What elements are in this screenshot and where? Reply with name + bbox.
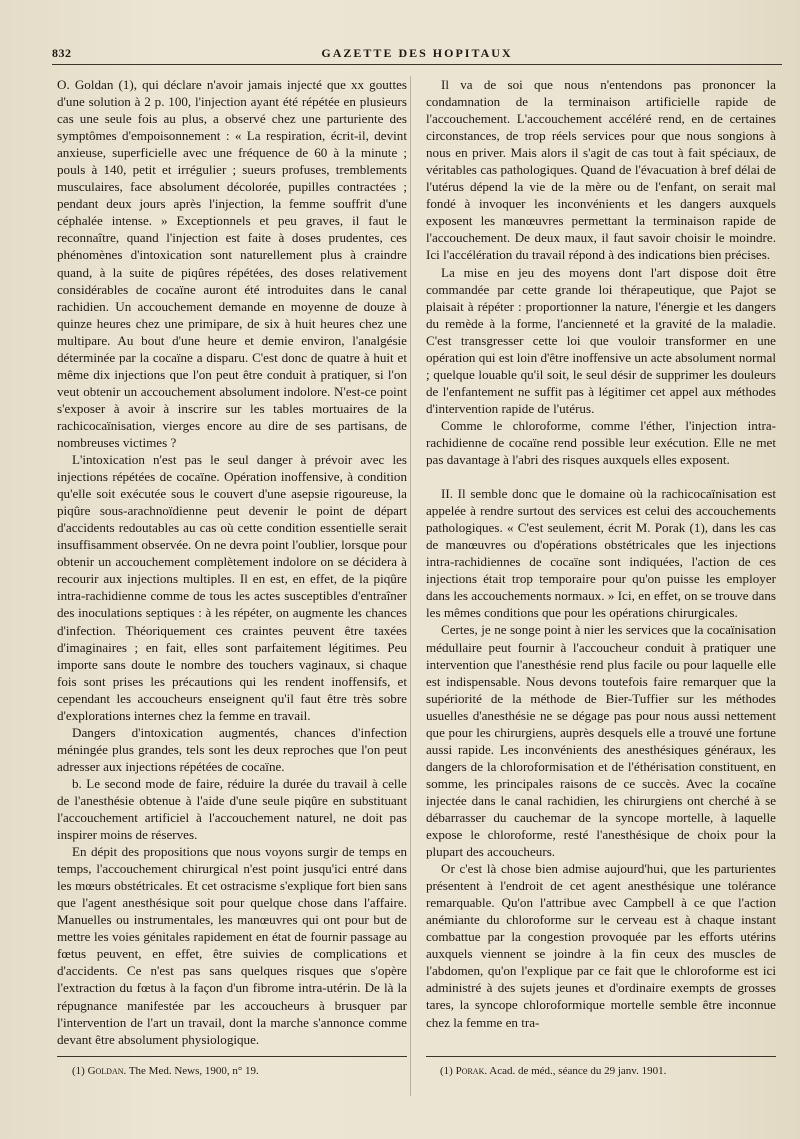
journal-title: GAZETTE DES HOPITAUX	[321, 46, 513, 60]
paragraph: Certes, je ne songe point à nier les services que la cocaïnisation médullaire peut fournir à l'accoucheur conduit à pratiquer une intervention que l'anesthésie rend plus facile ou pour laquelle elle est indispensable. Nous devons toutefois faire remarquer que la supériorité de la méthode de Bier-Tuffier sur les méthodes usuelles d'anesthésie ne se dégage pas pour nous aussi nettement que pour les chirurgiens, auprès desquels elle a trouvé une fortune aussi rapide. Les inconvénients des anesthésiques généraux, les dangers de la chloroformisation et de l'éthérisation constituent, en somme, les principales raisons de ce succès. Avec la cocaïne injectée dans le canal rachidien, les chirurgiens ont cherché à se débarrasser du cauchemar de la syncope mortelle, à laquelle expose le chloroforme, resté l'anesthésique de choix pour la plupart des accoucheurs.	[426, 622, 776, 860]
paragraph: L'intoxication n'est pas le seul danger à prévoir avec les injections répétées de cocaïne. Opération inoffensive, à condition qu'elle soit exécutée sous le couvert d'une asepsie rigoureuse, la piqûre sous-arachnoïdienne peut devenir le point de départ d'accidents redoutables au cas où cette condition essentielle serait insuffisamment observée. On ne devra point l'oublier, lorsque pour obtenir un accouchement complètement indolore on se décidera à recourir aux injections multiples. Il en est, en effet, de la piqûre intra-rachidienne comme de tous les actes susceptibles d'entraîner des inoculations septiques : à les répéter, on augmente les chances d'infection. Théoriquement ces craintes peuvent être taxées d'imaginaires ; en fait, elles sont parfaitement légitimes. Peu importe sans doute le nombre des touchers vaginaux, si chaque fois sont prises les précautions qui les rendent inoffensifs, et cependant les accoucheurs enseignent qu'il faut être très sobre d'explorations internes chez la femme en travail.	[57, 452, 407, 723]
footnote-text: . The Med. News, 1900, n° 19.	[123, 1065, 259, 1077]
paragraph: Dangers d'intoxication augmentés, chances d'infection méningée plus grandes, tels sont les deux reproches que l'on peut adresser aux injections répétées de cocaïne.	[57, 724, 407, 774]
footnote-right	[440, 1064, 780, 1078]
footnote-text: . Acad. de méd., séance du 29 janv. 1901.	[484, 1065, 667, 1077]
paragraph: En dépit des propositions que nous voyons surgir de temps en temps, l'accouchement chirurgical n'est point jusqu'ici entré dans les mœurs obstétricales. Et cet ostracisme s'explique fort bien sans que l'agent anesthésique soit pour quelque chose dans l'affaire. Manuelles ou instrumentales, les manœuvres qui ont pour but de mettre les voies génitales rapidement en état de fournir passage au fœtus peuvent, en effet, être suivies de complications et d'accidents. Ce n'est pas sans quelques risques que s'opère l'extraction du fœtus à la façon d'un fibrome intra-utérin. De là la répugnance manifestée par les accoucheurs à brusquer par l'intervention de l'art un travail, dont la marche s'annonce comme devant être absolument physiologique.	[57, 844, 407, 1047]
paragraph: Il va de soi que nous n'entendons pas prononcer la condamnation de la terminaison artificielle rapide de l'accouchement. L'accouchement accéléré rend, en de certaines circonstances, de trop réels services pour que nous songions à nous en priver. Mais alors il s'agit de cas tout à fait spéciaux, de véritables cas pathologiques. Quand de l'évacuation à bref délai de l'utérus dépend la vie de la mère ou de l'enfant, on serait mal fondé à invoquer les inconvénients et les dangers auxquels exposent les manœuvres permettant la terminaison rapide de l'accouchement. De deux maux, il faut savoir choisir le moindre. Ici l'accélération du travail répond à des indications bien précises.	[426, 77, 776, 263]
page-header	[52, 44, 782, 62]
paragraph: La mise en jeu des moyens dont l'art dispose doit être commandée par cette grande loi thérapeutique, que Pajot se plaisait à répéter : proportionner la nature, l'énergie et les dangers du remède à la forme, l'ancienneté et la gravité de la maladie. C'est transgresser cette loi que vouloir transformer en une opération qui est loin d'être inoffensive un acte absolument normal ; quelque louable qu'il soit, le seul désir de supprimer les douleurs de l'enfantement ne suffit pas à légitimer cet appel aux méthodes d'intervention rapide de l'utérus.	[426, 264, 776, 416]
footnote-rule	[426, 1056, 776, 1057]
footnote-rule	[57, 1056, 407, 1057]
right-column	[426, 76, 776, 1031]
column-divider	[410, 76, 411, 1096]
header-rule	[52, 64, 782, 65]
page-number: 832	[52, 46, 72, 60]
paragraph: b. Le second mode de faire, réduire la durée du travail à celle de l'anesthésie obtenue à l'aide d'une seule piqûre en substituant l'accouchement artificiel à l'accouchement naturel, ne doit pas inspirer moins de réserves.	[57, 775, 407, 843]
paragraph: Or c'est là chose bien admise aujourd'hui, que les parturientes présentent à l'endroit de cet agent anesthésique une tolérance remarquable. Qu'on l'attribue avec Campbell à ce que l'action anémiante du chloroforme sur le cerveau est à chaque instant combattue par la congestion provoquée par les efforts utérins auxquels viennent se joindre à la fin ceux des muscles de l'abdomen, qu'on l'explique par ce fait que le chloroforme est ici administré à des sujets jeunes et d'ordinaire exempts de grosses tares, la syncope chloroformique mortelle semble être inconnue chez la femme en tra-	[426, 861, 776, 1030]
paragraph: II. Il semble donc que le domaine où la rachicocaïnisation est appelée à rendre surtout des services est celui des accouchements pathologiques. « C'est seulement, écrit M. Porak (1), dans les cas de manœuvres ou d'opérations obstétricales que les injections intra-rachidiennes de cocaïne sont indiquées, l'action de ces injections était trop temporaire pour qu'on puisse les employer dans les accouchements normaux. » Ici, en effet, on se trouve dans les mêmes conditions que pour les opérations chirurgicales.	[426, 486, 776, 621]
footnote-left	[72, 1064, 412, 1078]
left-column	[57, 76, 407, 1048]
footnote-author: Porak	[455, 1065, 485, 1077]
paragraph: O. Goldan (1), qui déclare n'avoir jamais injecté que xx gouttes d'une solution à 2 p. 100, l'injection ayant été répétée en plusieurs cas une seule fois au plus, a observé chez une parturiente des symptômes d'empoisonnement : « La respiration, écrit-il, devint anxieuse, superficielle avec une fréquence de 60 à la minute ; pouls à 140, petit et irrégulier ; sueurs profuses, tremblements musculaires, face absolument décolorée, pupilles contractées ; pendant deux jours après l'injection, la femme souffrit d'une céphalée intense. » Exceptionnels et peu graves, il faut le reconnaître, quand l'injection est faite à doses prudentes, ces phénomènes d'intoxication sont naturellement plus à craindre quand, à la suite de piqûres répétées, des doses relativement considérables de cocaïne auront été introduites dans le canal rachidien. Un accouchement demande en moyenne de douze à quinze heures chez une primipare, de six à huit heures chez une multipare. Au bout d'une heure et demie environ, l'analgésie déterminée par la cocaïne a disparu. C'est donc de quatre à huit et même dix injections que l'on peut être conduit à pratiquer, si l'on veut obtenir un accouchement absolument indolore. N'est-ce point s'exposer à avoir à inscrire sur les tables mortuaires de la rachicocaïnisation, vierges encore au dire de ses partisans, de nombreuses victimes ?	[57, 77, 407, 450]
footnote-marker: (1)	[72, 1065, 88, 1077]
footnote-marker: (1)	[440, 1065, 456, 1077]
footnote-author: Goldan	[87, 1065, 124, 1077]
paragraph: Comme le chloroforme, comme l'éther, l'injection intra-rachidienne de cocaïne rend possible leur exécution. Elle ne met pas davantage à l'abri des risques auxquels elles exposent.	[426, 417, 776, 468]
